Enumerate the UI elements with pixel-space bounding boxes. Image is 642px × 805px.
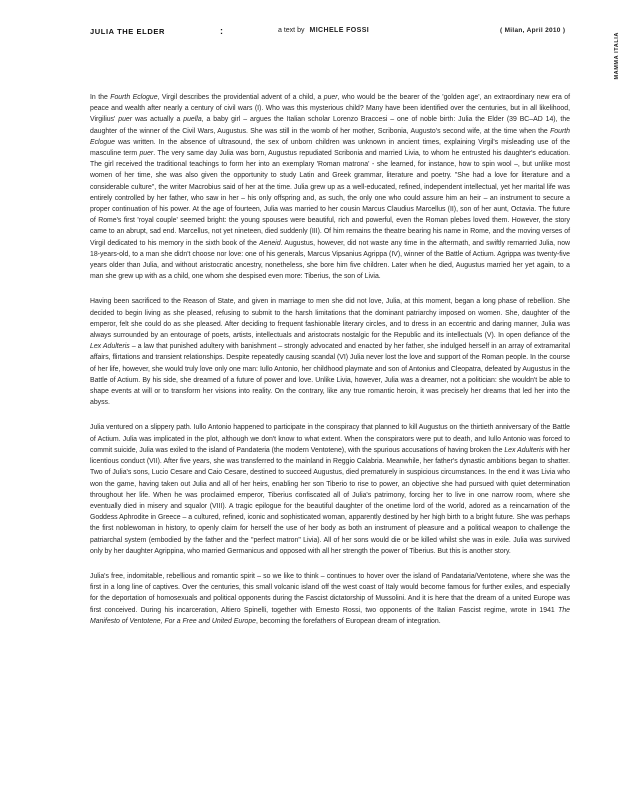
italic-text: The Manifesto of Ventotene, For a Free and United Europe <box>90 606 570 625</box>
text-run: – a law that punished adultery with banishment – strongly advocated and enacted by her father, she indulged herself in an array of extramarital affairs, flirtations and transient relationships. Despite repeatedly causing scandal (VI) Julia never lost the love and support of the Roman people. In the course of her life, however, she would truly love only one man: Iullo Antonio, her childhood playmate and son of Antonius and Cleopatra, defeated by Augustus in the Battle of Actium. By his side, she dreamed of a future of power and love. Unlike Livia, however, Julia was a dreamer, not a politician: she wouldn't be able to shape events at will or to transform her visions into reality. On the contrary, like any true romantic heroin, it was precisely her dreams that led her into the abyss. <box>90 343 570 407</box>
italic-text: puella <box>183 116 202 124</box>
italic-text: puer <box>118 116 133 124</box>
text-run: was actually a <box>132 116 184 124</box>
page-header <box>0 27 642 41</box>
text-run: , becoming the forefathers of European dream of integration. <box>255 617 441 625</box>
italic-text: Aeneid <box>259 239 281 247</box>
text-run: Having been sacrificed to the Reason of State, and given in marriage to men she did not love, Julia, at this moment, began a long phase of rebellion. She decided to begin living as she pleased, refusing to submit to the harsh limitations that the dominant patriarchy imposed on women. She, daughter of the emperor, felt she could do as she pleased. After deciding to frequent fashionable literary circles, and to dress in an eccentric and daring manner, Julia was always surrounded by an entourage of poets, artists, intellectuals and aristocrats nostalgic for the Republic and its intellectuals (V). In open defiance of the <box>90 298 570 340</box>
italic-text: puer <box>323 94 338 101</box>
paragraph-1 <box>90 92 570 282</box>
text-run: Julia's free, indomitable, rebellious and romantic spirit – so we like to think – continues to hover over the island of Pandataria/Ventotene, where she was the first in a long line of captives. Over the centuries, this small volcanic island off the west coast of Italy would become famous for further exiles, and especially for the deportation of homosexuals and political opponents during the Fascist dictatorship of Mussolini. And it is here that the dream of a united Europe was first conceived. During his incarceration, Altiero Spinelli, together with Ernesto Rossi, two opponents of the Italian Fascist regime, wrote in 1941 <box>90 572 570 614</box>
paragraph-3 <box>90 422 570 556</box>
title-separator: : <box>220 26 223 36</box>
text-run: with her licentious conduct (VII). After five years, she was transferred to the mainland in Reggio Calabria. Meanwhile, her father's dynastic ambitions began to shatter. Two of Julia's sons, Lucio Cesare and Caio Cesare, destined to succeed Augustus, died prematurely in suspicious circumstances. In the end it was Livia who won the game, having taken out Julia and all of her heirs, enabling her son Tiberio to rise to power, an objective she had pursued with quiet determination throughout her life. When he was proclaimed emperor, Tiberius confiscated all of Julia's patrimony, forcing her to live in one narrow room, where she eventually died in misery and squalor (VIII). A tragic epilogue for the beautiful daughter of the onetime lord of the world, adored as a reincarnation of the Goddess Aphrodite in Greece – a cultured, refined, iconic and sophisticated woman, apparently destined by her high birth to a bright future. She was perhaps the first noblewoman in history, to openly claim for herself the use of her body as both an instrument of pleasure and a political weapon to challenge the patriarchal system (embodied by the father and the "perfect matron" Livia). All of her sons would die or be killed whilst she was in exile. Julia was survived only by her daughter Agrippina, who married Germanicus and opposed with all her strength the power of Tiberius. But this is another story. <box>90 446 570 555</box>
text-run: , who would be the bearer of the 'golden age', an extraordinary new era of peace and wealth after nearly a century of civil wars (I). Who was this mysterious child? Many have been identified over the centuries, but in all likelihood, Virgilius' <box>90 94 571 124</box>
article-title: JULIA THE ELDER <box>90 27 165 36</box>
italic-text: Fourth Eclogue <box>90 127 570 146</box>
italic-text: Lex Adulteris <box>90 343 130 351</box>
text-run: , Virgil describes the providential advent of a child, a <box>157 94 324 101</box>
text-run: . The very same day Julia was born, Augustus repudiated Scribonia and married Livia, to whom he entrusted his daughter's education. The girl received the traditional teachings to form her into an exemplary 'Roman matrona' - she learned, for instance, how to spin wool –, but unlike most women of her time, she was also given the opportunity to study Latin and Greek grammar, literature and poetry. "She had a love for literature and a considerable culture", the writer Macrobius said of her at the time. Julia grew up as a well-educated, refined, independent intellectual, yet her marital life was entirely controlled by her father, who saw in her – his only offspring and, as such, the only one who could assure him an heir – an instrument to secure a proper continuation of his power. At the age of fourteen, Julia was married to her cousin Marcus Claudius Marcellus (II), son of her aunt, Octavia. The future of Rome's first 'royal couple' seemed bright: the young spouses were beautiful, rich and powerful, even the Roman plebes loved them. However, the story came to an abrupt, sad end. Marcellus, not yet nineteen, died suddenly (III). Of him remains the theatre bearing his name in Rome, and the moving verses of Virgil dedicated to his memory in the sixth book of the <box>90 150 570 247</box>
paragraph-4 <box>90 571 570 627</box>
paragraph-2 <box>90 296 570 408</box>
text-run: In the <box>90 94 111 101</box>
italic-text: Lex Adulteris <box>504 446 544 454</box>
article-body <box>90 92 570 641</box>
text-run: , a baby girl – argues the Italian scholar Lorenzo Braccesi – one of noble birth: Julia the Elder (39 BC–AD 14), the daughter of the winner of the Civil Wars, Augustus. She was still in the womb of her mother, Scribonia, Augusto's second wife, at the time when the <box>90 116 571 135</box>
text-run: Julia ventured on a slippery path. Iullo Antonio happened to participate in the conspiracy that planned to kill Augustus on the thirtieth anniversary of the Battle of Actium. Julia was implicated in the plot, although we don't know to what extent. When the conspirators were put to death, and Iullo Antonio was forced to commit suicide, Julia was exiled to the island of Pandateria (the modern Ventotene), with the spurious accusations of having broken the <box>90 424 570 454</box>
author-name: MICHELE FOSSI <box>309 27 370 34</box>
byline <box>278 27 369 34</box>
byline-prefix: a text by <box>278 27 305 34</box>
dateline: ( Milan, April 2010 ) <box>500 27 566 34</box>
italic-text: puer <box>139 150 154 158</box>
text-run: . Augustus, however, did not waste any time in the aftermath, and swiftly remarried Julia, now 18-years-old, to a man she didn't choose nor love: one of his generals, Marcus Vipsanius Agrippa (IV), winner of the Battle of Actium. Agrippa was twenty-five years older than Julia, and without aristocratic ancestry, nonetheless, she bore him five children. Later when he died, Augustus married her yet again, to a man she grew up with as a child, one whom she despised even more: Tiberius, the son of Livia. <box>90 239 571 281</box>
italic-text: Fourth Eclogue <box>110 94 158 101</box>
text-run: was written. In the absence of ultrasound, the sex of unborn children was unknown in ancient times, explaining Virgil's misleading use of the masculine term <box>90 138 570 158</box>
section-side-label: MAMMA ITALIA <box>614 32 620 80</box>
